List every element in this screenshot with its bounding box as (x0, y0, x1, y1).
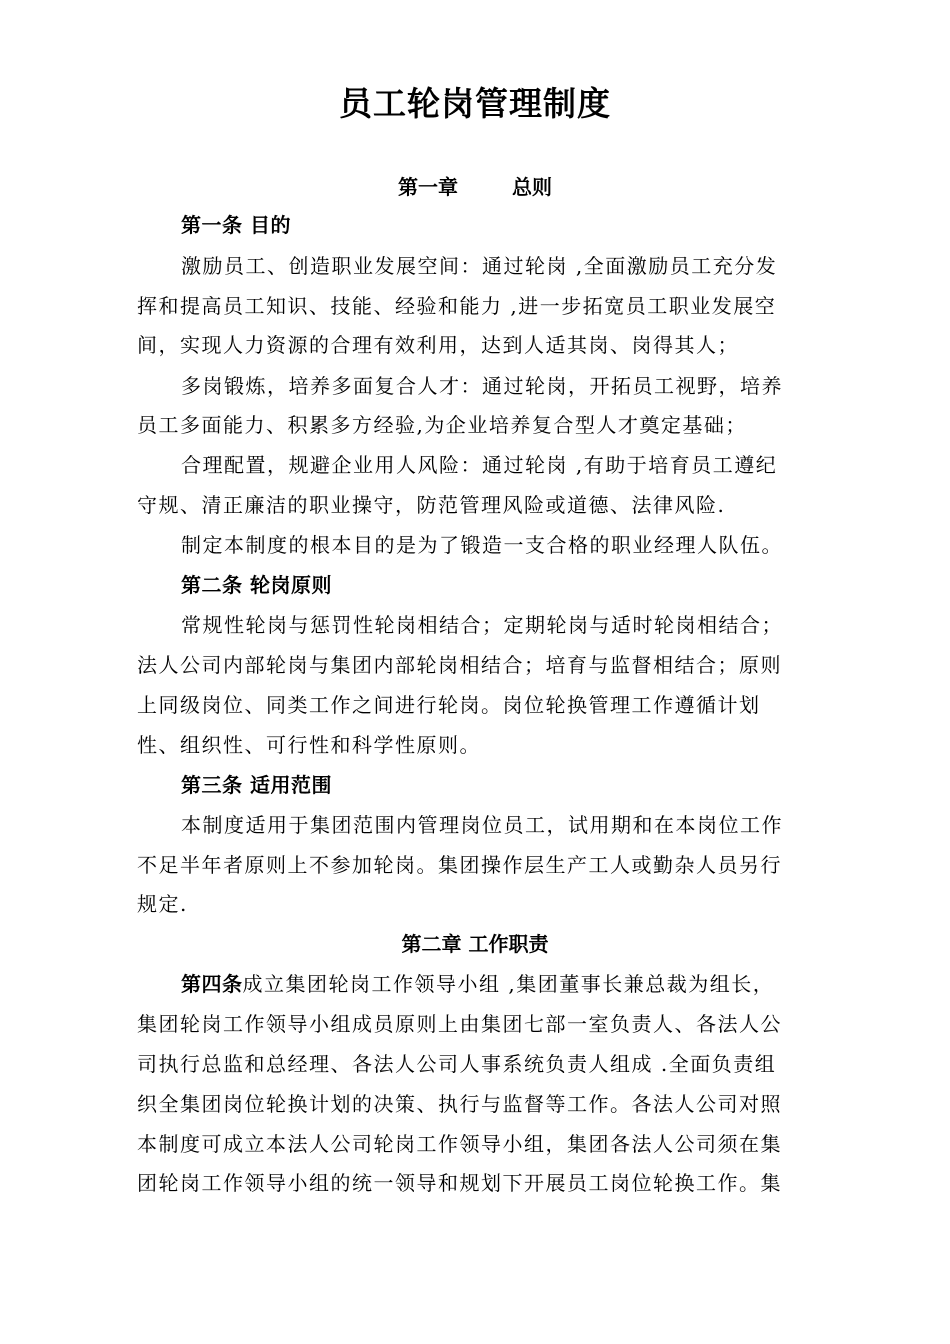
paragraph-line: 团轮岗工作领导小组的统一领导和规划下开展员工岗位轮换工作。集 (137, 1171, 782, 1195)
article-2-heading: 第二条 轮岗原则 (181, 573, 332, 597)
article-4-label: 第四条 (181, 972, 243, 996)
article-4-first-line (181, 968, 813, 997)
paragraph-line: 集团轮岗工作领导小组成员原则上由集团七部一室负责人、各法人公 (137, 1012, 782, 1036)
article-1-heading: 第一条 目的 (181, 213, 291, 237)
paragraph-line: 间，实现人力资源的合理有效利用，达到人适其岗、岗得其人； (137, 333, 739, 357)
paragraph-line: 法人公司内部轮岗与集团内部轮岗相结合；培育与监督相结合；原则 (137, 653, 782, 677)
chapter-1-heading (0, 171, 950, 200)
chapter-1-name: 总则 (512, 175, 552, 199)
article-4-first-line-text: 成立集团轮岗工作领导小组 ,集团董事长兼总裁为组长， (242, 972, 775, 996)
paragraph-line: 性、组织性、可行性和科学性原则。 (137, 733, 481, 757)
paragraph-line: 激励员工、创造职业发展空间：通过轮岗 ,全面激励员工充分发 (181, 254, 778, 278)
paragraph-line: 常规性轮岗与惩罚性轮岗相结合；定期轮岗与适时轮岗相结合； (181, 613, 783, 637)
paragraph-line: 合理配置，规避企业用人风险：通过轮岗 ,有助于培育员工遵纪 (181, 453, 778, 477)
paragraph-line: 制定本制度的根本目的是为了锻造一支合格的职业经理人队伍。 (181, 533, 783, 557)
paragraph-line: 织全集团岗位轮换计划的决策、执行与监督等工作。各法人公司对照 (137, 1092, 782, 1116)
paragraph-line: 本制度适用于集团范围内管理岗位员工，试用期和在本岗位工作 (181, 813, 783, 837)
chapter-1-number: 第一章 (398, 175, 458, 199)
paragraph-line: 挥和提高员工知识、技能、经验和能力 ,进一步拓宽员工职业发展空 (137, 294, 777, 318)
article-3-heading: 第三条 适用范围 (181, 773, 332, 797)
paragraph-line: 守规、清正廉洁的职业操守，防范管理风险或道德、法律风险. (137, 493, 726, 517)
paragraph-line: 不足半年者原则上不参加轮岗。集团操作层生产工人或勤杂人员另行 (137, 853, 782, 877)
chapter-2-heading: 第二章 工作职责 (401, 932, 549, 956)
paragraph-line: 员工多面能力、积累多方经验,为企业培养复合型人才奠定基础； (137, 413, 747, 437)
paragraph-line: 司执行总监和总经理、各法人公司人事系统负责人组成 .全面负责组 (137, 1052, 777, 1076)
paragraph-line: 上同级岗位、同类工作之间进行轮岗。岗位轮换管理工作遵循计划 (137, 693, 761, 717)
paragraph-line: 规定. (137, 892, 188, 916)
document-title: 员工轮岗管理制度 (339, 84, 611, 123)
paragraph-line: 多岗锻炼，培养多面复合人才：通过轮岗，开拓员工视野，培养 (181, 374, 783, 398)
paragraph-line: 本制度可成立本法人公司轮岗工作领导小组，集团各法人公司须在集 (137, 1132, 782, 1156)
